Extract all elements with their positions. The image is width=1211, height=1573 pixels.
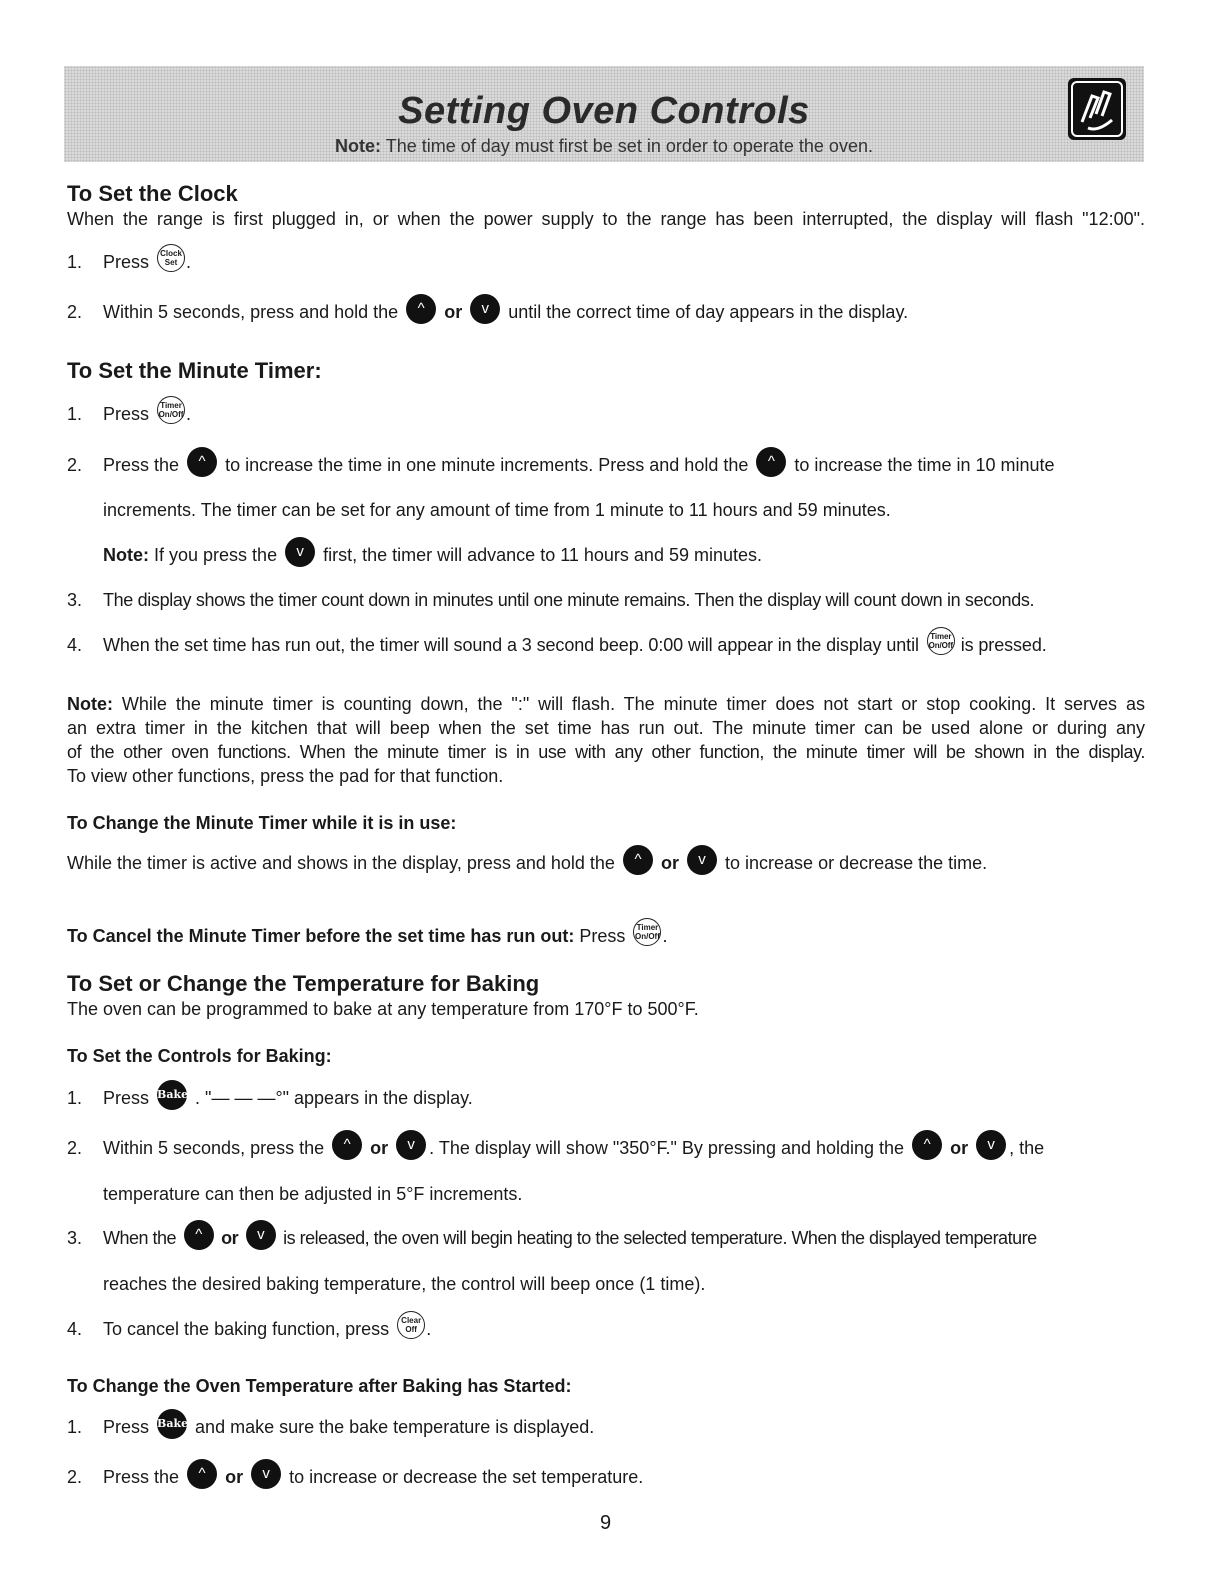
timer-on-off-pad-icon: Timer On/Off [927, 627, 955, 655]
clock-step1-text: Press [103, 252, 150, 272]
change-temp-step2: Press the ^ or v to increase or decrease the set temperature. [103, 1466, 643, 1490]
clock-step2: Within 5 seconds, press and hold the ^ or v until the correct time of day appears in the display. [103, 301, 908, 325]
timer-step2-line2: increments. The timer can be set for any amount of time from 1 minute to 11 hours and 59 minutes. [103, 500, 891, 520]
up-arrow-pad-icon: ^ [406, 294, 436, 324]
timer-step3: The display shows the timer count down in minutes until one minute remains. Then the display will count down in seconds. [103, 590, 1035, 610]
baking-step3-line2: reaches the desired baking temperature, the control will beep once (1 time). [103, 1274, 706, 1294]
down-arrow-pad-icon: v [285, 537, 315, 567]
up-arrow-pad-icon: ^ [332, 1130, 362, 1160]
bake-pad-icon: Bake [157, 1409, 187, 1439]
timer-note-line1: Note: While the minute timer is counting down, the ":" will flash. The minute timer does not start or stop cooking. It serves as [67, 694, 1145, 714]
baking-step3-number: 3. [67, 1228, 83, 1248]
timer-note-line2: an extra timer in the kitchen that will beep when the set time has run out. The minute timer can be used alone or during any [67, 718, 1145, 738]
down-arrow-pad-icon: v [470, 294, 500, 324]
down-arrow-pad-icon: v [396, 1130, 426, 1160]
clock-step2-number: 2. [67, 302, 83, 322]
up-arrow-pad-icon: ^ [187, 1459, 217, 1489]
up-arrow-pad-icon: ^ [623, 845, 653, 875]
clock-section-title: To Set the Clock [67, 181, 238, 206]
baking-step4: To cancel the baking function, press Clear Off . [103, 1318, 431, 1341]
header-banner [64, 66, 1144, 162]
clock-step1: Press Clock Set . [103, 251, 191, 274]
clear-off-pad-icon: Clear Off [397, 1311, 425, 1339]
timer-step4: When the set time has run out, the timer will sound a 3 second beep. 0:00 will appear in the display until Timer On/Off is pressed. [103, 634, 1047, 657]
bake-pad-icon: Bake [157, 1080, 187, 1110]
baking-step4-number: 4. [67, 1319, 83, 1339]
clock-intro: When the range is first plugged in, or when the power supply to the range has been interrupted, the display will flash "12:00". [67, 209, 1145, 229]
baking-intro: The oven can be programmed to bake at any temperature from 170°F to 500°F. [67, 999, 699, 1019]
timer-step1-number: 1. [67, 404, 83, 424]
baking-step1-number: 1. [67, 1088, 83, 1108]
header-note [64, 136, 1144, 157]
timer-on-off-pad-icon: Timer On/Off [157, 396, 185, 424]
timer-step2-note: Note: If you press the v first, the timer will advance to 11 hours and 59 minutes. [103, 544, 762, 568]
page-number: 9 [599, 1512, 612, 1534]
up-arrow-pad-icon: ^ [184, 1220, 214, 1250]
change-temp-step1-number: 1. [67, 1417, 83, 1437]
baking-step1: Press Bake . "— — —°" appears in the display. [103, 1087, 473, 1111]
timer-section-title: To Set the Minute Timer: [67, 358, 322, 383]
page-title: Setting Oven Controls [398, 90, 810, 132]
clock-step1-number: 1. [67, 252, 83, 272]
change-temp-step1: Press Bake and make sure the bake temperature is displayed. [103, 1416, 594, 1440]
baking-step3-line1: When the ^ or v is released, the oven will begin heating to the selected temperature. When the displayed temperature [103, 1227, 1037, 1251]
hand-pressing-pad-icon [1068, 78, 1126, 140]
cancel-timer-title: To Cancel the Minute Timer before the set time has run out: [67, 926, 575, 946]
timer-step2-line1: Press the ^ to increase the time in one minute increments. Press and hold the ^ to increase the time in 10 minute [103, 454, 1055, 478]
timer-note-line4: To view other functions, press the pad for that function. [67, 766, 504, 786]
down-arrow-pad-icon: v [246, 1220, 276, 1250]
down-arrow-pad-icon: v [251, 1459, 281, 1489]
change-timer-text: While the timer is active and shows in the display, press and hold the ^ or v to increase or decrease the time. [67, 852, 987, 876]
baking-step2-line2: temperature can then be adjusted in 5°F increments. [103, 1184, 523, 1204]
up-arrow-pad-icon: ^ [912, 1130, 942, 1160]
clock-set-pad-icon: Clock Set [157, 244, 185, 272]
timer-step2-number: 2. [67, 455, 83, 475]
baking-section-title: To Set or Change the Temperature for Baking [67, 971, 540, 996]
down-arrow-pad-icon: v [687, 845, 717, 875]
timer-step3-number: 3. [67, 590, 83, 610]
header-note-label: Note: [335, 136, 382, 156]
header-note-text: The time of day must first be set in order to operate the oven. [385, 136, 873, 156]
up-arrow-pad-icon: ^ [187, 447, 217, 477]
cancel-timer-line: To Cancel the Minute Timer before the set time has run out: Press Timer On/Off . [67, 926, 667, 948]
change-temp-step2-number: 2. [67, 1467, 83, 1487]
baking-step2-line1: Within 5 seconds, press the ^ or v . The display will show "350°F." By pressing and holding the ^ or v , the [103, 1137, 1044, 1161]
down-arrow-pad-icon: v [976, 1130, 1006, 1160]
timer-on-off-pad-icon: Timer On/Off [633, 918, 661, 946]
baking-step2-number: 2. [67, 1138, 83, 1158]
timer-step4-number: 4. [67, 635, 83, 655]
timer-step1: Press Timer On/Off . [103, 403, 191, 426]
baking-controls-title: To Set the Controls for Baking: [67, 1046, 332, 1066]
up-arrow-pad-icon: ^ [756, 447, 786, 477]
change-temp-title: To Change the Oven Temperature after Baking has Started: [67, 1376, 572, 1396]
change-timer-title: To Change the Minute Timer while it is in use: [67, 813, 457, 833]
timer-note-line3: of the other oven functions. When the minute timer is in use with any other function, the minute timer will be shown in the display. [67, 742, 1145, 762]
